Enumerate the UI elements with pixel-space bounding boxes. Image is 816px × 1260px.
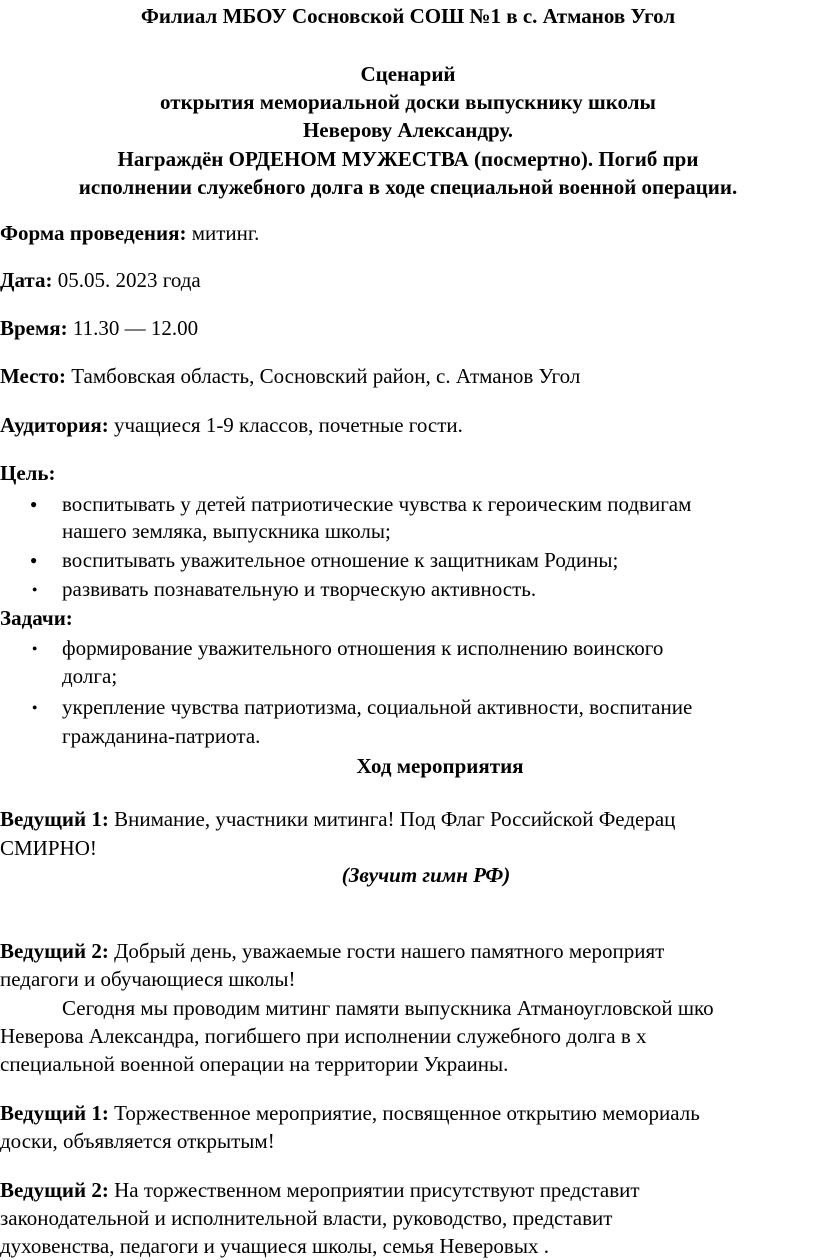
place-label: Место: [0, 364, 66, 388]
title-line-4: Награждён ОРДЕНОМ МУЖЕСТВА (посмертно). Погиб при [117, 147, 699, 171]
host2-label: Ведущий 2: [0, 939, 109, 963]
task-item-1-line-2: долга; [62, 664, 118, 688]
title-line-5: исполнении служебного долга в ходе специальной военной операции. [78, 175, 738, 199]
time-label: Время: [0, 316, 68, 340]
host1b-text: Торжественное мероприятие, посвященное открытию мемориаль [114, 1101, 700, 1125]
host1-line2: СМИРНО! [0, 836, 97, 860]
title-line-2: открытия мемориальной доски выпускнику школы [160, 90, 656, 114]
host1-label: Ведущий 1: [0, 807, 109, 831]
audience-label: Аудитория: [0, 413, 109, 437]
bullet-icon: ● [32, 702, 38, 712]
info-form [0, 219, 259, 247]
school-name: Филиал МБОУ Сосновской СОШ №1 в с. Атманов Угол [140, 4, 676, 28]
bullet-icon: ● [30, 553, 38, 567]
date-value: 05.05. 2023 года [57, 268, 201, 292]
host2b-text: На торжественном мероприятии присутствуют представит [114, 1178, 640, 1202]
goals-label: Цель: [0, 461, 56, 485]
anthem-note: (Звучит гимн РФ) [341, 863, 511, 887]
para-line1: Сегодня мы проводим митинг памяти выпускника Атманоугловской шко [62, 996, 714, 1020]
bullet-icon: ● [32, 584, 38, 594]
host1-text: Внимание, участники митинга! Под Флаг Российской Федерац [114, 807, 676, 831]
host2b-label: Ведущий 2: [0, 1178, 109, 1202]
info-time [0, 314, 198, 342]
task-item-2-line-1: укрепление чувства патриотизма, социальной активности, воспитание [62, 695, 693, 719]
date-label: Дата: [0, 268, 53, 292]
title-line-3: Неверову Александру. [302, 118, 514, 142]
task-item-2-line-2: гражданина-патриота. [62, 724, 261, 748]
event-heading: Ход мероприятия [356, 754, 524, 778]
host2b-line1 [0, 1176, 640, 1204]
para-line3: специальной военной операции на территории Украины. [0, 1052, 509, 1076]
info-audience [0, 411, 463, 439]
info-place [0, 362, 580, 390]
bullet-icon: ● [30, 497, 38, 511]
task-item-1-line-1: формирование уважительного отношения к исполнению воинского [62, 636, 664, 660]
host2b-line2: законодательной и исполнительной власти, руководство, представит [0, 1206, 613, 1230]
para-line2: Неверова Александра, погибшего при исполнении служебного долга в х [0, 1024, 647, 1048]
bullet-icon: ● [32, 643, 38, 653]
host1b-line1 [0, 1099, 700, 1127]
host1b-line2: доски, объявляется открытым! [0, 1129, 275, 1153]
time-value: 11.30 — 12.00 [72, 316, 199, 340]
goal-item-1-line-2: нашего земляка, выпускника школы; [62, 519, 391, 543]
form-value: митинг. [191, 221, 260, 245]
host1b-label: Ведущий 1: [0, 1101, 109, 1125]
host1-line1 [0, 805, 675, 833]
host2-line2: педагоги и обучающиеся школы! [0, 967, 296, 991]
title-line-1: Сценарий [360, 62, 456, 86]
goal-item-2: воспитывать уважительное отношение к защитникам Родины; [62, 548, 619, 572]
form-label: Форма проведения: [0, 221, 187, 245]
info-date [0, 266, 201, 294]
goal-item-3: развивать познавательную и творческую активность. [62, 577, 537, 601]
goal-item-1-line-1: воспитывать у детей патриотические чувства к героическим подвигам [62, 492, 692, 516]
host2b-line3: духовенства, педагоги и учащиеся школы, семья Неверовых . [0, 1234, 549, 1258]
host2-text: Добрый день, уважаемые гости нашего памятного мероприят [114, 939, 665, 963]
place-value: Тамбовская область, Сосновский район, с. Атманов Угол [71, 364, 581, 388]
tasks-label: Задачи: [0, 606, 73, 630]
audience-value: учащиеся 1-9 классов, почетные гости. [113, 413, 463, 437]
host2-line1 [0, 937, 664, 965]
